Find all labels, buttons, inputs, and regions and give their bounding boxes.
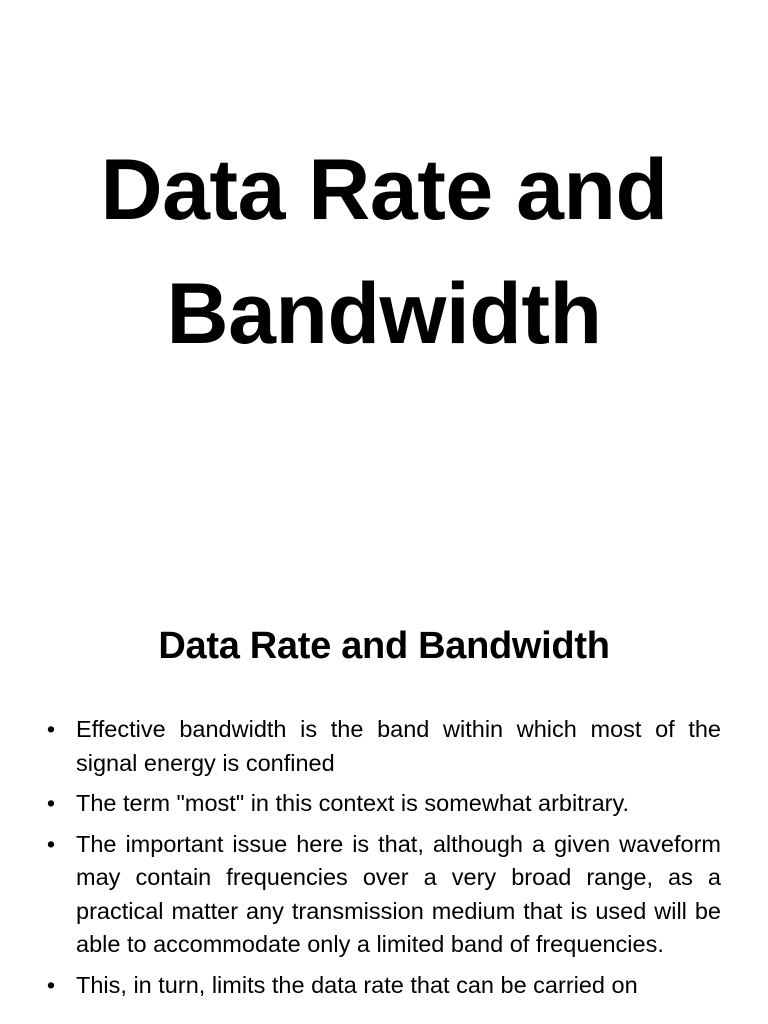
bullet-text: This, in turn, limits the data rate that can be carried on (76, 971, 638, 998)
bullet-text: The term "most" in this context is somewhat arbitrary. (76, 790, 630, 816)
bullet-text: The important issue here is that, although a given waveform may contain frequencies over a very broad range, as a practical matter any transmission medium that is used will be able to accommodate only a limited band of frequencies. (76, 830, 721, 957)
bullet-item (0, 787, 768, 821)
bullet-item (0, 828, 768, 962)
bullet-icon: • (46, 971, 56, 998)
bullet-icon: • (46, 790, 56, 816)
bullet-item (0, 969, 768, 1003)
slide-heading: Data Rate and Bandwidth (158, 625, 610, 667)
content-slide (0, 560, 768, 1024)
bullet-icon: • (46, 716, 56, 742)
bullet-item (0, 713, 768, 780)
bullet-list (0, 713, 768, 1009)
bullet-icon: • (46, 830, 56, 857)
slide-title: Data Rate and Bandwidth (100, 142, 668, 362)
bullet-text: Effective bandwidth is the band within which most of the signal energy is confined (76, 716, 721, 776)
